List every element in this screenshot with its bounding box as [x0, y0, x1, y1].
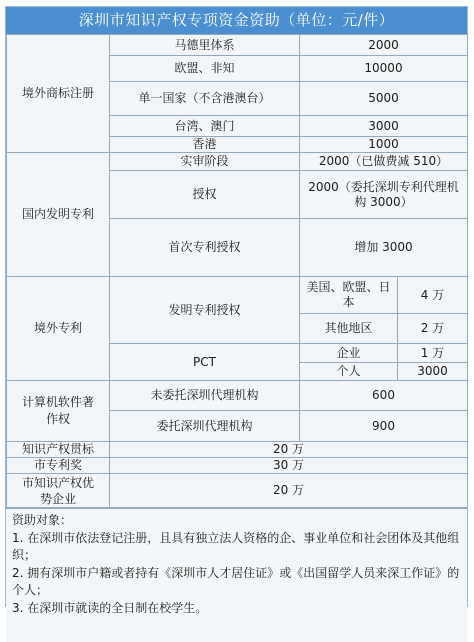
table-row [7, 458, 468, 474]
type-cell: 个人 [300, 363, 398, 381]
item-cell: 台湾、澳门 [110, 116, 300, 137]
amount-cell: 30 万 [110, 458, 468, 474]
amount-cell: 2000（已做费减 510） [300, 153, 468, 171]
amount-cell: 2000（委托深圳专利代理机构 3000） [300, 171, 468, 219]
label-text: 市知识产权优势企业 [22, 475, 95, 506]
type-cell: 企业 [300, 344, 398, 363]
notes-line: 3. 在深圳市就读的全日制在校学生。 [12, 600, 208, 615]
notes-line: 1. 在深圳市依法登记注册，且具有独立法人资格的企、事业单位和社会团体及其他组织； [12, 530, 460, 562]
amount-cell: 4 万 [398, 277, 468, 314]
table-row [7, 474, 468, 508]
amount-cell: 1000 [300, 137, 468, 153]
table-row [7, 442, 468, 458]
amount-cell: 20 万 [110, 474, 468, 508]
notes-heading: 资助对象： [12, 513, 73, 527]
category-cell: 境外专利 [7, 277, 110, 381]
item-cell: 未委托深圳代理机构 [110, 381, 300, 411]
table-title: 深圳市知识产权专项资金资助（单位：元/件） [6, 7, 467, 34]
label-cell: 市专利奖 [7, 458, 110, 474]
table-row [7, 153, 468, 171]
amount-cell: 2 万 [398, 314, 468, 344]
item-cell: PCT [110, 344, 300, 381]
category-cell: 境外商标注册 [7, 35, 110, 153]
amount-cell: 20 万 [110, 442, 468, 458]
item-cell: 实审阶段 [110, 153, 300, 171]
amount-cell: 600 [300, 381, 468, 411]
region-cell: 其他地区 [300, 314, 398, 344]
item-cell: 欧盟、非知 [110, 56, 300, 82]
item-cell: 授权 [110, 171, 300, 219]
label-cell: 知识产权贯标 [7, 442, 110, 458]
amount-cell: 900 [300, 411, 468, 442]
subsidy-table [6, 34, 468, 508]
item-cell: 委托深圳代理机构 [110, 411, 300, 442]
item-cell: 香港 [110, 137, 300, 153]
item-cell: 马德里体系 [110, 35, 300, 56]
subsidy-table-container [5, 6, 468, 615]
label-cell [7, 474, 110, 508]
item-cell: 单一国家（不含港澳台） [110, 82, 300, 116]
amount-cell: 增加 3000 [300, 219, 468, 277]
amount-cell: 1 万 [398, 344, 468, 363]
table-row [7, 277, 468, 314]
amount-cell: 3000 [300, 116, 468, 137]
region-cell: 美国、欧盟、日本 [300, 277, 398, 314]
table-row [7, 381, 468, 411]
category-cell [7, 381, 110, 442]
eligibility-notes [6, 508, 467, 642]
amount-cell: 5000 [300, 82, 468, 116]
amount-cell: 10000 [300, 56, 468, 82]
category-label: 计算机软件著作权 [22, 395, 95, 426]
category-cell: 国内发明专利 [7, 153, 110, 277]
amount-cell: 3000 [398, 363, 468, 381]
item-cell: 发明专利授权 [110, 277, 300, 344]
table-row [7, 35, 468, 56]
amount-cell: 2000 [300, 35, 468, 56]
notes-line: 2. 拥有深圳市户籍或者持有《深圳市人才居住证》或《出国留学人员来深工作证》的个人； [12, 565, 460, 597]
item-cell: 首次专利授权 [110, 219, 300, 277]
